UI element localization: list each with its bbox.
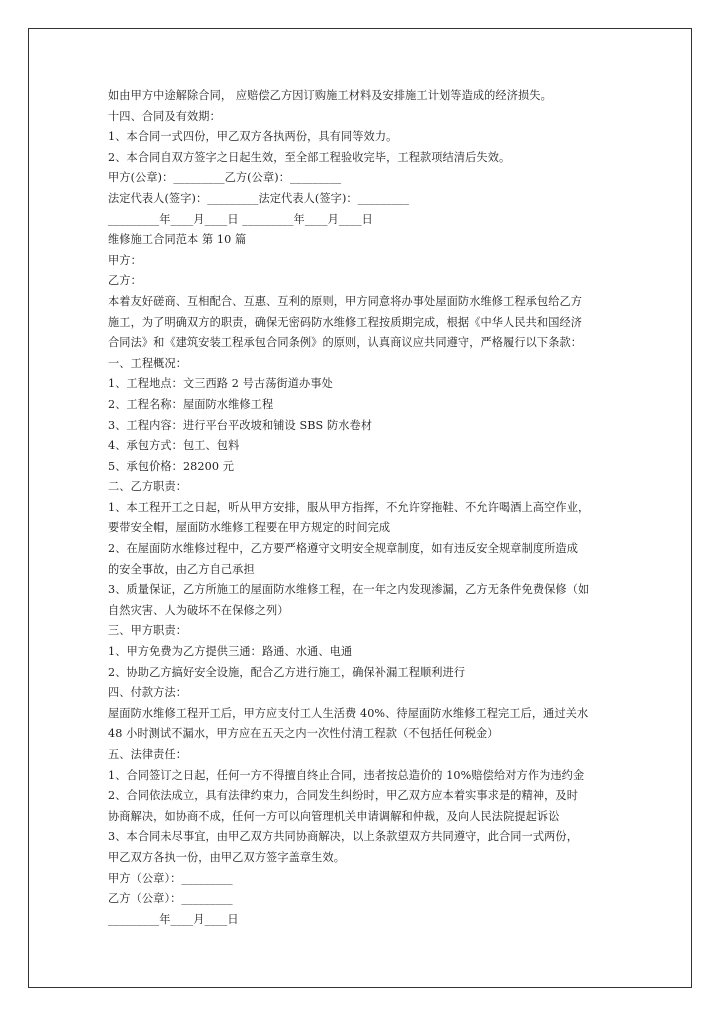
- text-line: 2、协助乙方搞好安全设施，配合乙方进行施工，确保补漏工程顺利进行: [108, 665, 466, 679]
- date-line: _________年____月____日 _________年____月____日: [108, 212, 373, 226]
- text-line: 1、合同签订之日起，任何一方不得擅自终止合同，违者按总造价的 10%赔偿给对方作为违约金: [108, 768, 585, 782]
- section-heading: 四、付款方法：: [108, 686, 188, 700]
- date-line: _________年____月____日: [108, 912, 239, 926]
- section-heading: 一、工程概况：: [108, 356, 188, 370]
- text-line: 2、在屋面防水维修过程中，乙方要严格遵守文明安全规章制度，如有违反安全规章制度所造成: [108, 542, 579, 556]
- text-line: 2、本合同自双方签字之日起生效，至全部工程验收完毕，工程款项结清后失效。: [108, 150, 511, 164]
- text-line: 48 小时测试不漏水，甲方应在五天之内一次性付清工程款（不包括任何税金）: [108, 727, 499, 741]
- signature-line: 乙方（公章）：_________: [108, 892, 233, 906]
- text-line: 1、本合同一式四份，甲乙双方各执两份，具有同等效力。: [108, 130, 398, 144]
- text-line: 1、工程地点：文三西路 2 号古荡街道办事处: [108, 377, 333, 391]
- text-line: 自然灾害、人为破坏不在保修之列）: [108, 603, 289, 617]
- text-line: 的安全事故，由乙方自己承担: [108, 562, 255, 576]
- section-heading: 三、甲方职责：: [108, 624, 188, 638]
- party-b-line: 乙方：: [108, 274, 142, 288]
- text-line: 3、本合同未尽事宜，由甲乙双方共同协商解决，以上条款望双方共同遵守，此合同一式两份，: [108, 830, 579, 844]
- section-heading: 十四、合同及有效期：: [108, 109, 221, 123]
- text-line: 2、合同依法成立，具有法律约束力，合同发生纠纷时，甲乙双方应本着实事求是的精神，及时: [108, 789, 579, 803]
- document-title: 维修施工合同范本 第 10 篇: [108, 233, 247, 247]
- text-line: 协商解决，如协商不成，任何一方可以向管理机关申请调解和仲裁，及向人民法院提起诉讼: [108, 809, 560, 823]
- document-body: [108, 86, 628, 930]
- text-line: 要带安全帽，屋面防水维修工程要在甲方规定的时间完成: [108, 521, 391, 535]
- text-line: 施工，为了明确双方的职责，确保无密码防水维修工程按质期完成，根据《中华人民共和国经济: [108, 315, 583, 329]
- text-line: 5、承包价格：28200 元: [108, 459, 234, 473]
- section-heading: 五、法律责任：: [108, 748, 188, 761]
- signature-line: 甲方（公章）：_________: [108, 871, 233, 885]
- text-line: 3、质量保证，乙方所施工的屋面防水维修工程，在一年之内发现渗漏，乙方无条件免费保修（如: [108, 583, 590, 597]
- text-line: 4、承包方式：包工、包料: [108, 439, 240, 453]
- text-line: 如由甲方中途解除合同， 应赔偿乙方因订购施工材料及安排施工计划等造成的经济损失。: [108, 89, 552, 102]
- signature-line: 法定代表人(签字)：_________法定代表人(签字)：_________: [108, 191, 409, 205]
- party-a-line: 甲方：: [108, 253, 142, 267]
- signature-line: 甲方(公章)：_________乙方(公章)：_________: [108, 171, 342, 185]
- text-line: 2、工程名称：屋面防水维修工程: [108, 397, 274, 411]
- text-line: 3、工程内容：进行平台平改坡和铺设 SBS 防水卷材: [108, 418, 373, 432]
- text-line: 本着友好磋商、互相配合、互惠、互利的原则，甲方同意将办事处屋面防水维修工程承包给乙方: [108, 294, 583, 308]
- text-line: 1、本工程开工之日起，听从甲方安排，服从甲方指挥，不允许穿拖鞋、不允许喝酒上高空作业，: [108, 500, 590, 514]
- text-line: 1、甲方免费为乙方提供三通：路通、水通、电通: [108, 645, 353, 659]
- section-heading: 二、乙方职责：: [108, 480, 188, 494]
- text-line: 甲乙双方各执一份，由甲乙双方签字盖章生效。: [108, 850, 346, 864]
- text-line: 屋面防水维修工程开工后，甲方应支付工人生活费 40%、待屋面防水维修工程完工后，通过关水: [108, 706, 589, 720]
- text-line: 合同法》和《建筑安装工程承包合同条例》的原则，认真商议应共同遵守，严格履行以下条款：: [108, 336, 583, 350]
